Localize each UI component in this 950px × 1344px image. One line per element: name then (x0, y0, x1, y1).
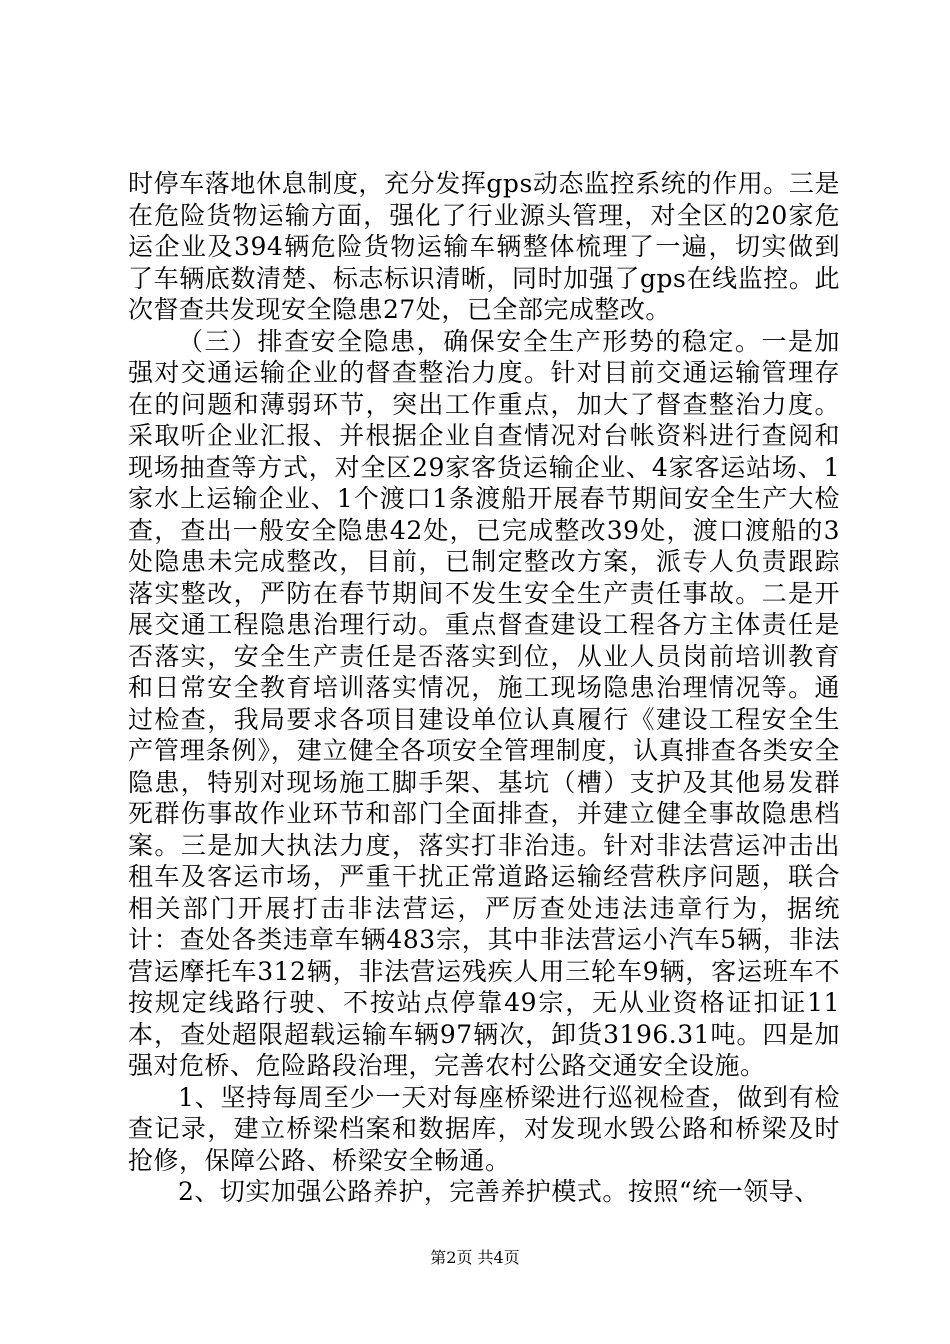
paragraph-item-one: 1、坚持每周至少一天对每座桥梁进行巡视检查，做到有检查记录，建立桥梁档案和数据库，对发现水毁公路和桥梁及时抢修，保障公路、桥梁安全畅通。 (128, 1082, 840, 1175)
paragraph-section-three: （三）排查安全隐患，确保安全生产形势的稳定。一是加强对交通运输企业的督查整治力度。针对目前交通运输管理存在的问题和薄弱环节，突出工作重点，加大了督查整治力度。采取听企业汇报、并根据企业自查情况对台帐资料进行查阅和现场抽查等方式，对全区29家客货运输企业、4家客运站场、1家水上运输企业、1个渡口1条渡船开展春节期间安全生产大检查，查出一般安全隐患42处，已完成整改39处，渡口渡船的3处隐患未完成整改，目前，已制定整改方案，派专人负责跟踪落实整改，严防在春节期间不发生安全生产责任事故。二是开展交通工程隐患治理行动。重点督查建设工程各方主体责任是否落实，安全生产责任是否落实到位，从业人员岗前培训教育和日常安全教育培训落实情况，施工现场隐患治理情况等。通过检查，我局要求各项目建设单位认真履行《建设工程安全生产管理条例》，建立健全各项安全管理制度，认真排查各类安全隐患，特别对现场施工脚手架、基坑（槽）支护及其他易发群死群伤事故作业环节和部门全面排查，并建立健全事故隐患档案。三是加大执法力度，落实打非治违。针对非法营运冲击出租车及客运市场，严重干扰正常道路运输经营秩序问题，联合相关部门开展打击非法营运，严厉查处违法违章行为，据统计：查处各类违章车辆483宗，其中非法营运小汽车5辆，非法营运摩托车312辆，非法营运残疾人用三轮车9辆，客运班车不按规定线路行驶、不按站点停靠49宗，无从业资格证扣证11本，查处超限超载运输车辆97辆次，卸货3196.31吨。四是加强对危桥、危险路段治理，完善农村公路交通安全设施。 (128, 326, 840, 1080)
document-body (128, 168, 840, 1208)
paragraph-item-two: 2、切实加强公路养护，完善养护模式。按照“统一领导、 (178, 1177, 820, 1206)
page-footer (0, 1248, 950, 1268)
paragraph-continuation: 时停车落地休息制度，充分发挥gps动态监控系统的作用。三是在危险货物运输方面，强化了行业源头管理，对全区的20家危运企业及394辆危险货物运输车辆整体梳理了一遍，切实做到了车辆底数清楚、标志标识清晰，同时加强了gps在线监控。此次督查共发现安全隐患27处，已全部完成整改。 (128, 169, 840, 324)
page-number-label: 第2页 共4页 (430, 1248, 520, 1267)
